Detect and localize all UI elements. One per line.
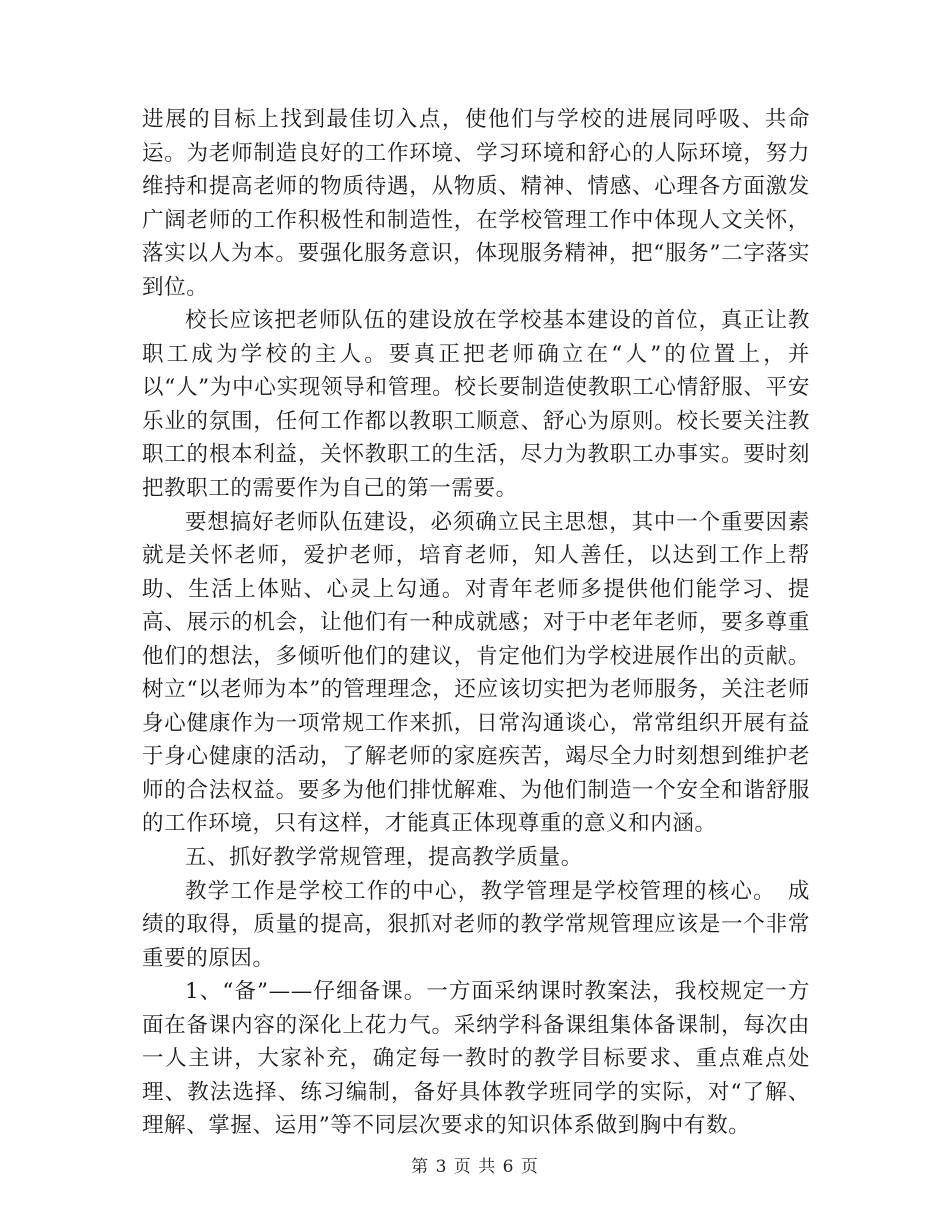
paragraph-2: 校长应该把老师队伍的建设放在学校基本建设的首位，真正让教职工成为学校的主人。要真正把老师确立在“人”的位置上，并以“人”为中心实现领导和管理。校长要制造使教职工心情舒服、平安乐业的氛围，任何工作都以教职工顺意、舒心为原则。校长要关注教职工的根本利益，关怀教职工的生活，尽力为教职工办事实。要时刻把教职工的需要作为自己的第一需要。 (142, 308, 810, 502)
paragraph-5: 教学工作是学校工作的中心，教学管理是学校管理的核心。 成绩的取得，质量的提高，狠抓对老师的教学常规管理应该是一个非常重要的原因。 (142, 878, 810, 971)
page-number-footer: 第 3 页 共 6 页 (411, 1157, 539, 1177)
document-body (142, 103, 810, 1143)
section-heading-5: 五、抓好教学常规管理，提高教学质量。 (185, 845, 583, 871)
paragraph-3: 要想搞好老师队伍建设，必须确立民主思想，其中一个重要因素就是关怀老师，爱护老师，培育老师，知人善任，以达到工作上帮助、生活上体贴、心灵上勾通。对青年老师多提供他们能学习、提高、展示的机会，让他们有一种成就感；对于中老年老师，要多尊重他们的想法，多倾听他们的建议，肯定他们为学校进展作出的贡献。树立“以老师为本”的管理理念，还应该切实把为老师服务，关注老师身心健康作为一项常规工作来抓，日常沟通谈心，常常组织开展有益于身心健康的活动，了解老师的家庭疾苦，竭尽全力时刻想到维护老师的合法权益。要多为他们排忧解难、为他们制造一个安全和谐舒服的工作环境，只有这样，才能真正体现尊重的意义和内涵。 (142, 509, 810, 837)
paragraph-1: 进展的目标上找到最佳切入点，使他们与学校的进展同呼吸、共命运。为老师制造良好的工作环境、学习环境和舒心的人际环境，努力维持和提高老师的物质待遇，从物质、精神、情感、心理各方面激发广阔老师的工作积极性和制造性，在学校管理工作中体现人文关怀，落实以人为本。要强化服务意识，体现服务精神，把“服务”二字落实到位。 (142, 107, 810, 300)
paragraph-6: 1、“备”——仔细备课。一方面采纳课时教案法，我校规定一方面在备课内容的深化上花力气。采纳学科备课组集体备课制，每次由一人主讲，大家补充，确定每一教时的教学目标要求、重点难点处理、教法选择、练习编制，备好具体教学班同学的实际，对“了解、理解、掌握、运用”等不同层次要求的知识体系做到胸中有数。 (142, 979, 810, 1139)
